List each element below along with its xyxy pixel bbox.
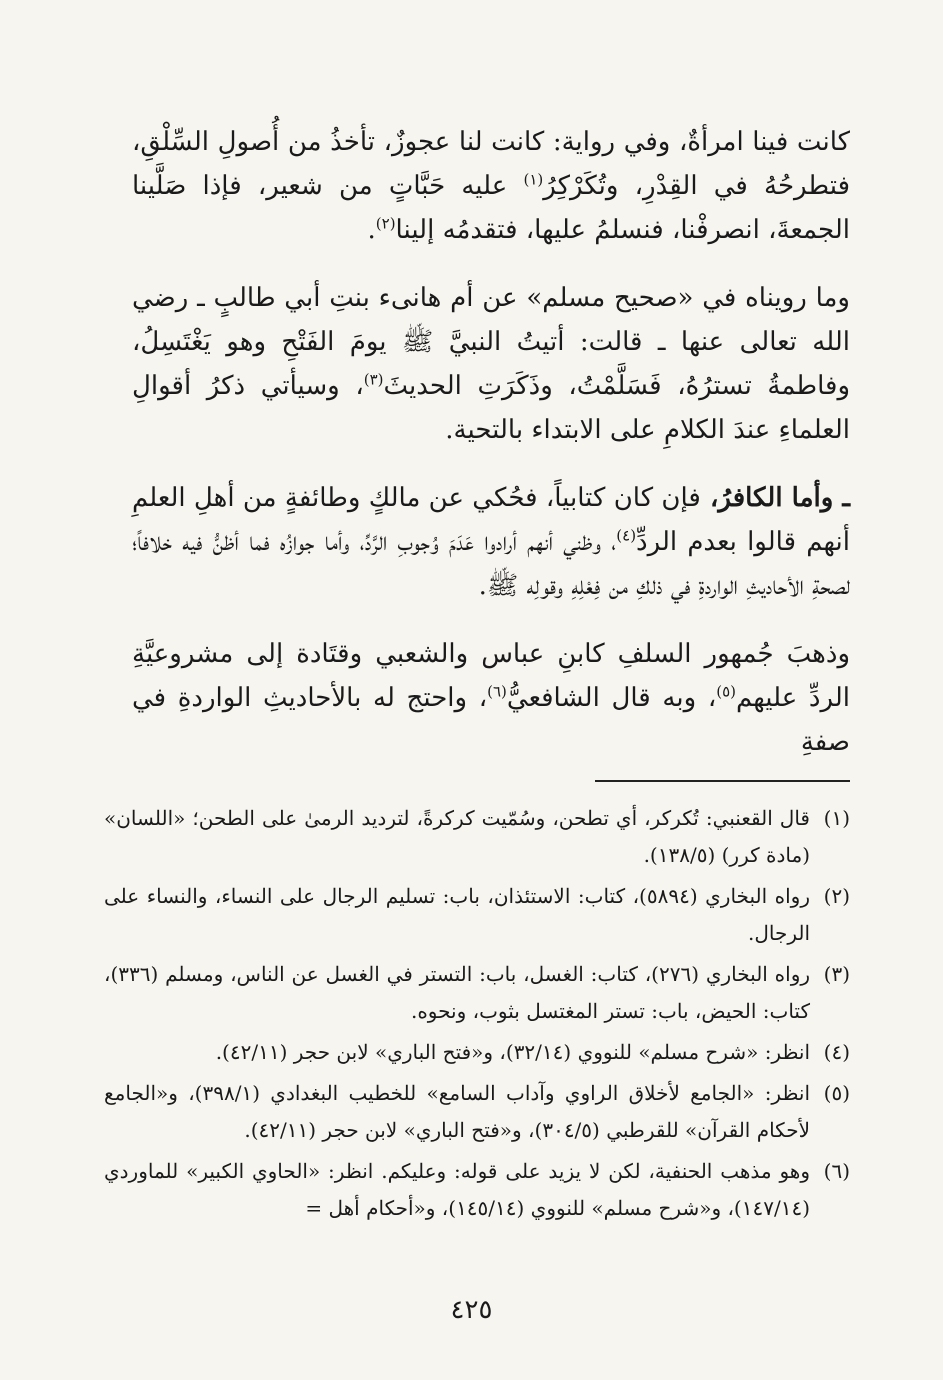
footnote bbox=[104, 1153, 850, 1227]
footnote bbox=[104, 878, 850, 952]
footnote-separator bbox=[595, 780, 850, 782]
footnote-ref: (٤) bbox=[616, 526, 637, 545]
footnotes bbox=[104, 800, 850, 1231]
footnote-text: انظر: «شرح مسلم» للنووي (٣٢/١٤)، و«فتح الباري» لابن حجر (٤٢/١١). bbox=[215, 1040, 810, 1064]
text-run: ، وبه قال الشافعيُّ bbox=[506, 683, 717, 713]
footnote-number: (٥) bbox=[823, 1081, 850, 1105]
footnote-number: (٤) bbox=[823, 1040, 850, 1064]
main-text bbox=[132, 120, 850, 764]
footnote-text: انظر: «الجامع لأخلاق الراوي وآداب السامع» للخطيب البغدادي (٣٩٨/١)، و«الجامع لأحكام القرآن» للقرطبي (٣٠٤/٥)، و«فتح الباري» لابن حجر (٤٢/١١). bbox=[104, 1081, 811, 1142]
footnote-number: (١) bbox=[823, 806, 850, 830]
bold-lead: ـ وأما الكافرُ، bbox=[700, 483, 850, 513]
footnote-ref: (١) bbox=[523, 170, 544, 189]
text-run: ، وسيأتي ذكرُ أقوالِ العلماءِ عندَ الكلامِ على الابتداء بالتحية. bbox=[132, 371, 850, 445]
footnote-number: (٣) bbox=[823, 962, 850, 986]
footnote-text: قال القعنبي: تُكركر، أي تطحن، وسُمّيت كركرةً، لترديد الرمىٰ على الطحن؛ «اللسان» (مادة كرر) (١٣٨/٥). bbox=[104, 806, 810, 867]
footnote-ref: (٦) bbox=[487, 682, 507, 701]
text-run: فإن كان كتابياً، فحُكي عن مالكٍ وطائفةٍ من أهلِ العلمِ أنهم قالوا بعدم الردِّ bbox=[132, 483, 850, 557]
footnote-number: (٦) bbox=[823, 1159, 850, 1183]
text-run: عليه حَبَّاتٍ من شعير، فإذا صَلَّينا الجمعةَ، انصرفْنا، فنسلمُ عليها، فتقدمُه إلينا bbox=[132, 171, 850, 245]
footnote-ref: (٣) bbox=[363, 370, 384, 389]
footnote-ref: (٢) bbox=[375, 214, 396, 233]
footnote-text: رواه البخاري (٥٨٩٤)، كتاب: الاستئذان، باب: تسليم الرجال على النساء، والنساء على الرجال. bbox=[104, 884, 811, 945]
paragraph bbox=[132, 120, 850, 252]
footnote-number: (٢) bbox=[823, 884, 850, 908]
text-run: . bbox=[367, 215, 376, 245]
page-number: ٤٢٥ bbox=[450, 1295, 493, 1325]
footnote bbox=[104, 1034, 850, 1071]
footnote bbox=[104, 956, 850, 1030]
footnote-text: وهو مذهب الحنفية، لكن لا يزيد على قوله: وعليكم. انظر: «الحاوي الكبير» للماوردي (١٤٧/١٤)، و«شرح مسلم» للنووي (١٤٥/١٤)، و«أحكام أهل = bbox=[104, 1159, 810, 1220]
footnote-ref: (٥) bbox=[716, 682, 736, 701]
text-run: وما رويناه في «صحيح مسلم» عن أم هانىء بنتِ أبي طالبٍ ـ رضي الله تعالى عنها ـ قالت: أتيتُ النبيَّ ﷺ يومَ الفَتْحِ وهو يَغْتَسِلُ، وفاطمةُ تسترُهُ، فَسَلَّمْتُ، وذَكَرَتِ الحديثَ bbox=[132, 283, 851, 401]
text-run: وذهبَ جُمهور السلفِ كابنِ عباس والشعبي وقتَادة إلى مشروعيَّةِ الردِّ عليهم bbox=[132, 639, 851, 713]
paragraph bbox=[132, 632, 850, 764]
footnote-text: رواه البخاري (٢٧٦)، كتاب: الغسل، باب: التستر في الغسل عن الناس، ومسلم (٣٣٦)، كتاب: الحيض، باب: تستر المغتسل بثوب، ونحوه. bbox=[104, 962, 811, 1023]
text-run: كانت فينا امرأةٌ، وفي رواية: كانت لنا عجوزٌ، تأخذُ من أُصولِ السِّلْقِ، فتطرحُهُ في القِدْرِ، وتُكَرْكِرُ bbox=[132, 127, 851, 201]
paragraph bbox=[132, 276, 850, 452]
footnote bbox=[104, 1075, 850, 1149]
text-run: ، وظني أنهم أرادوا عَدَمَ وُجوبِ الرَّدِّ، وأما جوازُه فما أظنُّ فيه خلافاً؛ لصحةِ الأحاديثِ الواردةِ في ذلكِ من فِعْلِهِ وقولِه ﷺ. bbox=[132, 527, 850, 601]
text-run: ، واحتج له بالأحاديثِ الواردةِ في صفةِ bbox=[132, 683, 850, 757]
paragraph bbox=[132, 476, 850, 608]
footnote bbox=[104, 800, 850, 874]
